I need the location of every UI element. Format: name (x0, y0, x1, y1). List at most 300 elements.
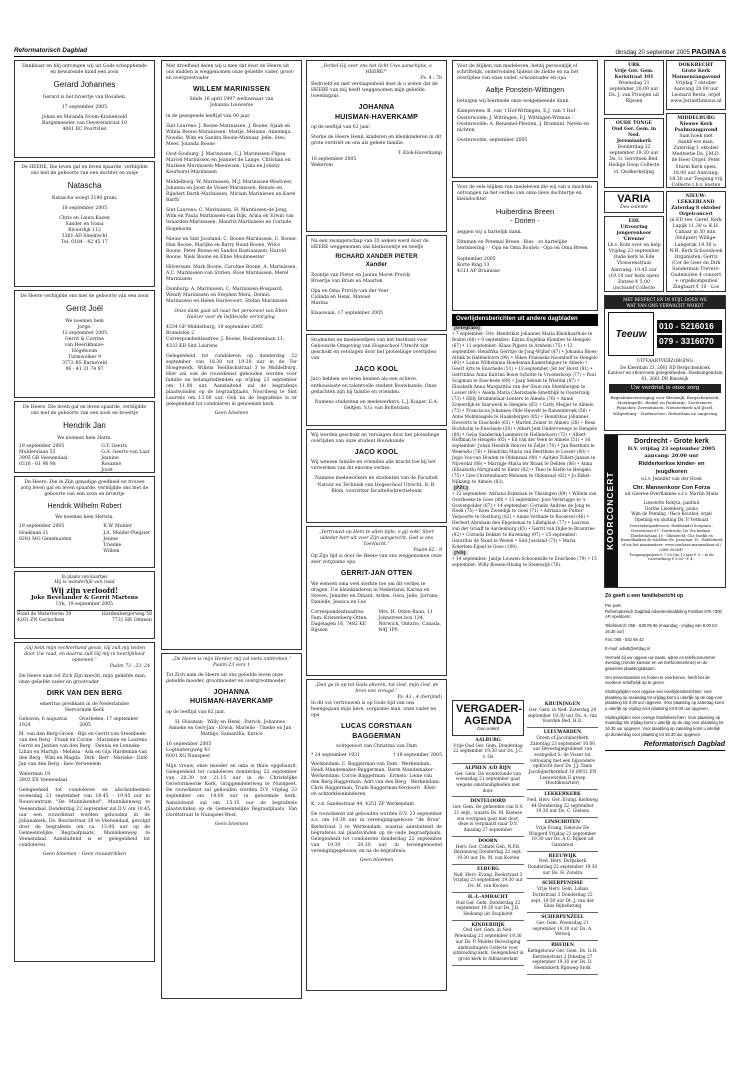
obituary-johanna-twin (306, 60, 447, 232)
parent-name: J.A. Mulder-Pleijzier (103, 530, 150, 536)
family-line: Opa en Oma Provily-van der Veer (311, 289, 389, 295)
agenda-item (452, 837, 524, 865)
submission-text: Om misverstanden en fouten te voorkomen, heeft het de voorkeur schriftelijk op te geven. (605, 674, 710, 686)
ad-koorconcert (604, 434, 726, 588)
agenda-item-details: Oud Ger. Gem. Donderdag 22 september 19.30 uur Ds. J.D. Heikamp uit Staphorst (455, 900, 521, 917)
agenda-header (452, 700, 524, 736)
deceased-age: op de leeftijd van 62 jaar. (166, 709, 226, 715)
submission-phone: Telefonisch: 055 - 539 06 66 (maandag - vrijdag van 8.00 tot 16.30 uur) (605, 623, 717, 634)
varia-title: VARIA (617, 193, 651, 205)
family-group: Domburg: A. Marinissen, C. Marinissen-Bosgaard, Wendy Marinissen en Stephen Mera, Dennis Marinissen en Helen Harzevoort, Stefan Marinissen (166, 287, 288, 305)
submission-text: Vermeld bij uw opgave uw naam, adres en telefoonnummer overdag (zonder kantoor en uw telefoonnummer) en de gewenste plaatsingsdatum. (605, 654, 716, 672)
deceased-name: JOHANNA (358, 104, 395, 112)
parent-name: G.A. Geerts-van Laar (101, 449, 150, 455)
family-line: Marina (311, 301, 328, 307)
address-line: K. v.d. Sandestraat 44, 4251 ZP Werkendam (311, 802, 414, 808)
notice-middelburg (666, 113, 726, 188)
family-list: Kampeveen: B. van 't Hof-Wittingen, E.J. van 't Hof · Oosterwolde: J. Wittingen, F.J. Wittingen-Witman · Oosterwolde: A. Benzenel-Pleuten, J. Brunninl, Neven en nichten (457, 109, 590, 133)
phone-line: 06 - 41 31 74 87 (65, 367, 104, 373)
child-name: Gerrit Joël (66, 304, 103, 314)
notice-title: URK (628, 63, 640, 68)
obituary-quote: „De Heere is mijn Herder, mij zal niets ontbreken.“ (171, 657, 292, 662)
agenda-item (452, 921, 524, 966)
address-line: 6001 XG Nunspeet (166, 754, 211, 760)
submission-text: Sluitingstijden voor overige familieberichten: Voor plaatsing op maandag tim vrijdag komt u uiterlijk op de dag voor plaatsing tot 16.30 uur opgeven. Voor plaatsing op zaterdag komt u uiterlijk op donderdag voor plaatsing tot 16.30 uur opgeven. (605, 714, 724, 737)
agenda-list-2 (527, 700, 598, 975)
source-tag: [telegrafo] (454, 325, 480, 331)
address-line: Rivierdijk 112 (68, 227, 101, 233)
deceased-name: WILLEM MARINISSEN (193, 86, 270, 94)
ad-subtitle: UITVAARTVERZORGING (637, 359, 693, 365)
deceased-name: JACO KOOL (354, 366, 399, 374)
page-label: PAGINA (691, 47, 721, 56)
agenda-item-place: ALPHEN A/D RIJN (464, 765, 512, 771)
page-number: 6 (721, 47, 726, 56)
notice-title: MIDDELBURG (677, 116, 715, 121)
obituary-list: • 7 september: Drs. Hendrikus Johannes Maria Kleinhaarhuis te Boxtel (66) • 9 september: Elzina Engelina Klomber te Hengelo (67) • 11 september: Klaas Pijpers te Arnhem (75) • 12 september: Hendrika Gerritje de Jong-Wijhof (87) • Johanna Bloes-Altink te Hellendoorn (90) • Nikes Fransiska Hoomboff te Hengelo (60) • Lanus Wilhelmina Hoedeman-Kamerlinguer te Almelo • Geert Arts te Enschede (51) • 13 september: Jet ter Horst (81) • Gerritdina Anna Katrina Bouw-Schutte te Vroomshoop (77) • Paul Scapman te Enschede (69) • Jaap Sekum te Wierdal (87) • Elisabeth Anna Margaritha van der Sluis-van Steenbergen te Losser (69) • Aleida Maria Cheristaide-Smetthijk te Oosterzalg (73) • Hilly Brummelaar-Lenters te Almelo (76) • Annie Zomerdijk-te Vaarwerk te Hengelo (65) • Carly Meijjer te Almelo (73) • Franciscus Johannes Olde Heuvelt te Ransenbroek (56) • Anne Mohlimagele te Haaksbergen (85) • Hendrikus Johannes Hoeverts te Enschede (65) • Marten Zomer te Almelo (28) • Rens Bockholm te Enschede (50) • Albert Jent Ondervweegs te Hengelo (68) • Geija Sanderink-Lammers te Hellendoorn (72) • Albert Hoffman te Hengelo (65) • Ed van der Veen te Almelo (51) • 16 september: Johan Hendrik Reuver te Zeljst (70) • Jan Boerkatz te Weerselo (76) • Hendrika Maria van Beerthem te Losser (80) • Jopje Vos-van Houten te Oldenzaal (90) • Aaltjen Tollert-Jansen te Nijverdal (88) • Marrigje Maria ter Braak te Delden (86) • Anna (Elisabeth) Nirtgraafd te Enter (82) • Theo te Kiefte te Hengelo (75) • Lies Christenhaurt-Melanen te Oldenzaal (62) • Jo Ekkel-Nijkamp te Almelo (83). (452, 331, 598, 485)
obituary-footer: Geen bloemen – Geen rouwstrikken (42, 851, 127, 857)
obituary-body: Sterke de Heere Henk, kinderen en kleinkinderen in dit grote verdriet en ons als gehele familie. (311, 134, 442, 146)
brand-name: Teeuw (615, 328, 647, 340)
obituary-intro: Bedroefd en met verslagenheid doet ik u weten dat de HEERE van mij heeft weggenomen mijn geliefde tweelingzus (311, 82, 438, 100)
parent-name: G.T. Geerts (101, 443, 128, 449)
phone-number: 079 - 3316070 (657, 335, 722, 348)
address-block (19, 444, 68, 473)
address-line: Sander en Ivana (65, 221, 104, 227)
submission-fax: Fax: 055 - 542 68 42 (605, 637, 644, 643)
thanks-intro-2: betuigen wij hiermede onze welgemeende dank. (457, 99, 570, 105)
sibling-name: Rosanne (101, 461, 122, 467)
family-list: H. Huisman · Willy en Henk · Patrick, Johannes · Anneke en Gert-Jan · Erwin, Marielle · Tineke en Jan · Mathijs, Samantha, Enrico (168, 719, 295, 737)
agenda-item-details: Vrije Evang. Gebouw De Wingerd Vrijdag 23 september 19.30 uur Ds. A.C. Rijken uit Ganzerest (528, 825, 597, 848)
deceased-name: LUCAS CORSTIAAN (341, 723, 412, 731)
source-tag: [ND] (454, 550, 466, 556)
agenda-item-place: RHEDEN (551, 943, 574, 949)
obituary-ref: Psalm 73 : 23, 24 (109, 664, 150, 670)
notice-subtitle: Uitvoering jongerenkoor 'Cirenne' (616, 225, 652, 243)
child-name: Gerard Johannes (53, 80, 116, 90)
notice-details: Donderdag 22 september 19.30 uur Ds. G. Gerritsen Bed. Heilige Doop Collecte vt. Oudkerkelijng (608, 145, 660, 175)
obituary-footer: Geen bloemen (359, 857, 394, 863)
agenda-item-place: SCHERPENISSE (541, 881, 584, 887)
announcement-sub: We noemen hem Herwin. (55, 515, 114, 521)
address-line: van Heerikhuize- (64, 342, 105, 348)
section-title: Overlijdensberichten uit andere dagbladen (452, 314, 598, 326)
deceased-name: Aaltje Ponstein-Wittingen (485, 87, 565, 95)
column-1 (14, 60, 155, 965)
concert-conductor: uit Goeree-Overflakkee o.l.v. Martin Mans (624, 492, 719, 498)
agenda-item-details: Ger. Gem. De gemeente van D.V. 21 sept., waarin Ds. M. Kieteze zou voorgaan gaat niet door, deze is verplaatst naar D.V. dinsdag 27 september (452, 805, 524, 834)
notice-subtitle: Oud Ger. Gem. in Ned. (611, 127, 657, 139)
obituaries-other-papers (452, 314, 598, 697)
sibling-name: Willem (103, 548, 120, 554)
address-line: Hoeklaan 21 (19, 530, 49, 536)
agenda-item (527, 728, 598, 790)
address-line: 4061 EC Poortvliet (62, 126, 107, 132)
agenda-item (452, 764, 524, 798)
notice-subtitle: Vrije Ger. Gem. (614, 69, 654, 75)
announcement-date: 19 september 2005 (19, 524, 65, 530)
newspaper-name: Reformatorisch Dagblad (14, 47, 88, 54)
concert-performer: Lieselotte Rokyta, panfluit (643, 499, 700, 505)
agenda-item (527, 700, 598, 728)
issue-date: dinsdag 20 september 2005 (615, 50, 690, 56)
parents-block (103, 524, 150, 554)
notice-title: DOKKRECHT (678, 63, 714, 68)
announcement-sub: We noemen hem (65, 318, 104, 324)
sibling-name: Jeanine (101, 455, 119, 461)
source-tag: [PZC] (454, 485, 468, 491)
family-list: M. van den Berg-Groen · Rijs en Gerrit van Steenbeek-van den Berg · Frank en Corine · Marianne en Laurens · Gerrit en Jantien van den Berg · Dennis en Lenneke · Lilian en Martijn · Melissa · Ada en Gijs Hardeman-van den Berg · Wim en Magda · Dirk · Bert · Marieke · Dirk-Jan van den Berg · Ineo Verweelem (19, 731, 150, 768)
notice-subtitle: Mannenzangavond (671, 75, 721, 81)
newspaper-logo: Reformatorisch Dagblad (605, 740, 725, 750)
address-line: Waterman 19 (19, 772, 51, 778)
notice-urk (604, 60, 664, 115)
ticket-sales: Voorverkoopadressen: Boekhandel Scriptura - Vriesestraat 67 - Dordrecht; De Vos boekan - Thorbeckelaan 15 - Sliedrecht; Chr. boekh en Hasselbanken de Saddeur Ev. Jonselaar 10 - Ridderkerk of via het mannenkoor: www.conforza-mannenkoor.nl / 0388-502647 (620, 524, 723, 552)
concert-opening: Opening en sluiting Ds. P. Vermaat (634, 516, 709, 522)
obituary-quote: „Dan ga ik op tot Gods altaren, tot God, mijn God, de bron van vreugd.“ (314, 683, 439, 695)
agenda-item (452, 865, 524, 893)
notice-title: NIEUW-LEKKERLAND (677, 194, 715, 206)
agenda-item-details: Ger. Gem. De wondstunde van woensdag 21 september gaat wegens omstandigheden niet door. (454, 771, 522, 794)
obituary-intro: Na een zwangerschap van 35 weken werd door de HEERE weggenomen ons kleinzoontje en neefje (311, 239, 429, 251)
obituary-dirk-van-den-berg (14, 642, 155, 962)
phone-line: 0318 - 61 96 98 (19, 461, 56, 467)
birth-announcement-gerard (14, 60, 155, 158)
concert-location: Dordrecht - Grote kerk (634, 438, 709, 445)
concert-choir: Ridderkerkse kinder- en (638, 461, 705, 468)
announcement-intro: De Heere verblijdde ons met de geboorte van een zoon (20, 294, 149, 299)
phone-number: 010 - 5216016 (657, 320, 722, 333)
obituary-richard-xander (306, 235, 447, 331)
parents-block (101, 444, 150, 473)
column-5 (604, 60, 726, 841)
agenda-item-place: ELBURG (477, 866, 499, 872)
birth-announcement-natascha (14, 161, 155, 287)
ad-teeuw-uitvaart (604, 295, 726, 431)
obituary-intro: Op Zijn tijd is door de Heere van ons weggenomen onze zeer zorgzame opa (311, 554, 442, 566)
birth-date: * 24 september 1931 (311, 752, 361, 758)
submission-text: Sluitingstijden voor opgave van overlijdensberichten: voor plaatsing op maandag tot vrijdag komt u uiterlijk op de dag voor plaatsing tot 9.30 uur opgeven. Voor plaatsing op zaterdag komt u uiterlijk op vrijdag voor plaatsing tot 9.00 uur opgeven. (605, 689, 724, 712)
address-line: Correspondentieadres: J. Boone, Bonhezenlaan 11, 4333 KB Sint Laurens (166, 337, 285, 349)
submission-email[interactable]: E-mail: advdt@refdag.nl (605, 646, 650, 652)
agenda-item (527, 790, 598, 818)
obituary-intro: De Heere nam tot Zich Zijn knecht, mijn geliefde man, onze geliefde vader en grootvader (19, 674, 147, 686)
column-4 (452, 60, 598, 975)
obituary-gerrit-jan-otten (306, 526, 447, 676)
notice-oude-tonge (604, 118, 664, 188)
child-name: Natascha (67, 181, 102, 191)
submission-info (604, 591, 726, 841)
correspondence-address-2: Mrs. H. Otten-Baan, 11 Johnstreet box 124, Norwich, Ontario, Canada, N4J 1P0 (378, 609, 442, 634)
engagement-top: In plaats van kaartjes (61, 574, 108, 579)
address-line: 8281 MG Genemuiden (19, 536, 72, 542)
obituary-footer: Geen bloemen (214, 821, 249, 827)
thanks-aaltje-ponstein (452, 60, 598, 178)
obituary-willem-marinissen (161, 60, 302, 650)
column-3 (306, 60, 447, 994)
deceased-wife: Johanna Louwerse (209, 103, 254, 109)
death-date: † 18 september 2005 (392, 752, 442, 758)
notice-subtitle: Orgelconcert (679, 212, 713, 218)
agenda-item-place: KINDERDIJK (471, 922, 505, 928)
agenda-title: VERGADER- (456, 703, 523, 715)
submission-address: Reformatorisch Dagblad Advertentieafdeling Postbus 670 7300 AP Apeldoorn (605, 608, 722, 620)
thanks-huiberdina-breen (452, 181, 598, 311)
obituary-ref: Ps. 4 : 7b (420, 76, 442, 82)
phone-line: Tel. 0184 - 42 45 17 (61, 240, 108, 246)
concert-choir: jeugdkoren (655, 469, 688, 476)
submission-title: Zó geeft u een familiebericht op (605, 593, 684, 599)
ad-banner (605, 296, 725, 309)
announcement-intro: De HEERE, Die leven gaf en leven spaarde, verblijdde ons met de geboorte van een dochter en zusje (21, 165, 148, 177)
family-group: Oost-Souburg: J. Marinissen, C.J. Marinissen-Flipse, Marcel Marinissen en Jeannet de Lange, Christian en Marleen Marinissen-Meeuwsen, Lydia en Johnny Keurhorst-Marinissen (166, 151, 291, 176)
obituary-intro: Wij werden geschokt en verslagen door het plotselinge overlijden van onze student Bouwkunde (311, 433, 440, 445)
obituary-footer: Geen bloemen (214, 411, 249, 417)
deceased-name: DIRK VAN DEN BERG (46, 690, 123, 698)
deceased-name: GERRIT-JAN OTTEN (340, 570, 413, 578)
submission-text: Per post: (605, 603, 622, 609)
notice-dokkrecht (666, 60, 726, 110)
family-list: Werkendam: C. Baggerman-van Dam · Werkendam: Heidi Mandemaker-Baggerman, Harm Mandemaker · Werkendam: Corrie Baggerman · Ermelo: Lenie van den Berg-Baggerman, Adri van den Berg · Werkendam: Chris Baggerman, Trude Baggerman-Verdoorn · Kleir- en achterkleinkinderen (311, 761, 440, 798)
obituary-quote: „Vertrouwt op Hem te allen tijde, o gij volk! Stort uideder hart uit voor Zijn aangezicht, God is ons Toevlucht.“ (318, 530, 435, 548)
thanks-note: Onze dank gaat uit naar het personeel van Eben-Haëzer voor de liefdevolle verzorging. (174, 309, 289, 321)
varia-subtitle: Deo volente (620, 205, 648, 210)
obituary-list: • 14 september: Jantje Louwen-Schoonwille te Enschede (79) • 15 september: Willy Bossen-Ittsing te Steenwijk (76). (452, 556, 597, 568)
address-line: Hogeboom (71, 348, 98, 354)
funeral-details: Gelegenheid tot condoleren op donderdag 22 september van 18.30 tot 19.30 uur in de Ter Hoogewerk, Willem Teellinckstraat 3 te Middelburg. Hier zal ook de rouwdienst gehouden worden voor familie en belangstellenden op vrijdag 23 september om 11.00 uur. Aansluitend zal de begrafenis plaatsvinden op de begraafplaats, Noordweg te Sint Laurens om 13.00 uur. Ook na de begrafenis is er gelegenheid tot condoleren in genoemde kerk. (166, 353, 297, 408)
sibling-name: Jenine (103, 536, 118, 542)
sibling-name: Joost (101, 467, 113, 473)
agenda-item-details: Herv. Ger. Comité Geb. N.P.B. Bezinnweg Donderdag 22 sept. 19.30 uur Ds. M. van Kooten (453, 844, 523, 861)
signature: Namens studenten en medewerkers, L.J. Kuiper, E.A. Oeltjen, S.G. van Botterdam (314, 399, 439, 411)
notice-subtitle: Nieuwe Kerk (679, 122, 713, 128)
obituary-ref: Ps. 43 : 4 (berijmd) (397, 695, 442, 701)
deceased-surname: HUISMAN-HAVERKAMP (190, 698, 273, 706)
agenda-item (452, 797, 524, 836)
deceased-surname: BAGGERMAN (352, 732, 401, 740)
address-line: Logtenbergweg 43 (166, 748, 210, 754)
obituary-ref: Psalm 23 vers 1 (213, 663, 250, 669)
notice-title: OUDE TONGE (615, 121, 653, 126)
concert-choir: Chr. Mannenkoor Con Forza (632, 484, 711, 491)
date-page (615, 47, 726, 58)
deceased-since: Sinds 16 april 1997 weduwnaar van (189, 97, 274, 103)
thanks-intro-2: zeggen wij u hartelijk dank. (457, 230, 522, 236)
announcement-sub: We noemen hem Harm. (57, 435, 112, 441)
obituary-jaco-kool-1 (306, 334, 447, 426)
agenda-item (452, 893, 524, 921)
agenda-title: AGENDA (464, 714, 512, 727)
concert-time: aanvang: 20.00 uur (644, 452, 699, 459)
obituary-intro: Tot Zich nam de Heere uit ons geliefde leven onze geliefde moeder, grootmoeder en overgrootmoeder (166, 673, 286, 685)
announcement-intro: De Heere, Die leven gaf en leven spaarde, verblijdde ons met de geboorte van een zoon en broertje (22, 405, 147, 417)
obituary-intro: Met droefheid delen wij u mee dat door de Heere uit ons midden is weggenomen onze geliefde vader, groot- en overgrootvader (166, 64, 295, 82)
agenda-item (527, 852, 598, 880)
address-line: Gerrit & Corrine (65, 336, 104, 342)
ad-address: De Kleerdam 23, 2661 RD Bergschenhoek (620, 364, 710, 370)
agenda-item (527, 913, 598, 941)
concert-conductor: o.l.v. Jennifer van der Hoek (641, 476, 702, 482)
notice-ede (604, 216, 664, 292)
deceased-role: emeritus predikant in de Nederlandse (40, 701, 129, 707)
obituary-jaco-kool-2 (306, 429, 447, 523)
address-line: Chris en Laura Kazen (59, 215, 110, 221)
address-line: 3905 GB Veenendaal (19, 455, 68, 461)
deceased-age: op de leeftijd van 62 jaar. (311, 124, 371, 130)
address-line: 3361 AD Sliedrecht (61, 233, 108, 239)
address-line: 16 september 2005 (166, 741, 212, 747)
agenda-item-place: DINTELOORD (470, 799, 506, 805)
obituary-quote: „Gij hebt mijn rechterhand gevat; Gij zult mij leiden door Uw raad, en daarna zult Gij mij in heerlijkheid opnemen.“ (23, 646, 146, 664)
thanks-intro: Voor de vele blijken van medeleven die wij van u mochten ontvangen na het verlies van onze lieve dochtertje en kleindochter (457, 185, 593, 203)
agenda-item-details: Ned. Herv. Evang. Boekstraat 3 Vrijdag 23 september 19.30 uur Ds. M. van Kooten (453, 872, 523, 889)
ad-tagline: WAT VAN ONS VERWACHT WORDT (626, 302, 704, 308)
family-group: Hilversum: Mark Boone, Caroline Boone, A. Marinissen, A.C. Marinissen-van Stirien, Rose Marinissen, Merel Marinissen (166, 264, 297, 282)
birth-announcement-hendrik-jan (14, 401, 155, 473)
death-date: Overleden, 17 september 2005 (79, 716, 139, 728)
ad-address: Kantoor en showroom gelegenheden: Hoeksingendam 61, 2661 DR Bleiswijk (607, 370, 723, 381)
obituary-johanna-huisman-family (161, 653, 302, 999)
obituary-body: Jaco hebben we leren kennen als een actieve, enthousiaste en talentvolle student Bouwkunde. Onze gedachten zijn bij familie en vrienden. (311, 377, 437, 395)
agenda-item-details: Vrije Oud Ger. Gem. Donderdag 22 september 19.30 uur Ds. J.C. v. Os (453, 743, 523, 761)
obituary-ref: Psalm 62 : 9 (413, 548, 442, 554)
concert-date: D.V. vrijdag 23 september 2005 (627, 446, 716, 453)
agenda-item-details: Ned. Herv. Dorpskerk Donderdag 22 september 19.30 uur Ds. H. Zondra (527, 859, 598, 876)
child-name: Hendrik Wilhelm Robert (47, 503, 122, 511)
ad-cta: Uw verdriet is onze zorg (609, 384, 721, 393)
notice-details: Vrijdag 7 oktober Aanvang 20.00 uur Leonard Besta, orgel www.Jerinethmisua.nl (670, 81, 722, 105)
birth-announcement-hendrik-wilhelm (14, 476, 155, 568)
agenda-item-place: SCHERPENZEEL (541, 915, 584, 921)
ticket-price: Toegangsprijzen € 7,50 t/m 12 jaar € 5,-; in de voorverkoop € 6,50 / € 4,- (629, 552, 714, 562)
notice-nieuw-lekkerland (666, 191, 726, 292)
notice-subtitle: Grote Kerk (681, 69, 711, 75)
obituary-intro: In dit vol vertrouwen is op Gods tijd van ons heengegaan mijn lieve, zorgzame man, onze vader en opa (311, 701, 437, 719)
address-line: Korte Ring 13 (457, 262, 490, 268)
family-group: Sint Laurens: J. Boone-Marinissen, J. Boone, Sjaak en Wilma Boone-Maranissen, Marije, Melanie, Annemija, Noudie, Wim en Sandra Boone-Minnaar, Jelle, Stes, Mees, Jolanda Boone (166, 123, 292, 147)
obituary-list: • 12 september: Adriana Eshkman te Vlissingen (89) • Willem van Overbeeke te Goes (88) • 13 september: Joos Verbrugge te 's-Gravenpolder (67) • 14 september: Cornelis Andries de Jong te Hoek (75) • Kees Zweedijk te Goes (71) • Adriana de Putter-Verpoorte te Oostburg (82) • Annie Verlinde te Roosevel (46) • Herbert Abraham den Engelsman te Lillehplaat (77) • Laurens van der Graaff te Aardenburg (65) • Gerrit van Dijke te Braintree (92) • Cornelis Dekker te Ravendag (97) • 15 september: Gerardus de Naud te Wezen • Sint Jossland (73) • Maria Koterlem-Eijnel te Goes (100). (452, 491, 597, 551)
deceased-nickname: - Dorien - (510, 218, 540, 226)
address-line: Burgemeester van Oeverenstraat 10 (41, 120, 127, 126)
teeuw-logo (608, 312, 654, 356)
ad-tagline: MET RESPECT EN IN STIJL DOEN WE (623, 297, 707, 302)
address-line: Rond de Watertoren 39 (17, 612, 72, 618)
announcement-date: 18 september 2005 (61, 205, 108, 211)
family-group: Sint Laurens: C. Marinissen, H. Marinissen-de Jong, Wim en Paula Marinissen-van Dijk, Arina en Erwin van Iwaarden-Marinissen, Maurits Marinissen en Corinde Hogeboom (166, 208, 294, 232)
address-line: 7731 HE Ommen (111, 618, 152, 624)
obituary-intro: Studenten en medewerkers van het Instituut voor Gebouwde Omgeving van Hogeschool Utrecht zijn geschokt en verslagen door het plotselinge overlijden van (311, 338, 437, 362)
agenda-item-details: Oud Ger. Gem. in Ned. Woensdag 21 september 19.30 uur Ds. P. Mulder Bevestiging ambtsdragers Collecte voor uitbreiding kerk. Gelegenheid in grote kerk te Alblasserdam (452, 928, 524, 962)
birth-date: Geboren, 6 augustus 1924 (19, 716, 68, 728)
agenda-item-place: LEEUWARDEN (543, 729, 582, 735)
deceased-name: RICHARD XANDER PIETER (335, 254, 418, 261)
family-line: Broertje van Bram en Maarten (311, 279, 383, 284)
parent-name: R.W. Mulder (103, 524, 133, 530)
notice-subtitle: Zaterdag 8 oktober (671, 206, 721, 212)
obituary-lucas-baggerman (306, 679, 447, 991)
signature: T. Klok-Haverkamp (397, 151, 442, 157)
ad-footer: Begrafenisverzorging voor Bleiswijk, Bergschenhoek, Moerkapelle, Berkel en Rodenrijs, Zoetermeer, Pijnacker, Zevenhuizen, Nieuwerkerk a/d IJssel, Wilgenburg - Zuiderschee, Rotterdam en omgeving (610, 394, 720, 416)
thanks-intro: Voor de blijken van medeleven, hetzij persoonlijk of schriftelijk, ondervonden tijdens de ziekte en na het overlijden van onze vader, schoonvader en opa (457, 64, 579, 82)
address-line: Hardenbergerweg 50 (101, 612, 152, 618)
child-name: Hendrik Jan (63, 421, 106, 431)
ad-side-label: KOORCONCERT (605, 435, 618, 587)
notice-details: in ED ree. Geref. Kerk Lapijk 11.30 u. K.H. Cabaar in 30 min. (Hulpzer) Willige-Langerak 19.30 u. N.H. Kerk Schoonhoek Organisten: Gerrit (Cor de Geer en Dirk Sanderman Trevero-Oudemolen 4 concert + orgelkompsities Zingtaart € 10 - Los (669, 218, 723, 290)
obituary-place: Wekerom (311, 163, 333, 169)
agenda-item (527, 941, 598, 975)
thanks-date: Oosterwolde, september 2005 (457, 137, 528, 143)
deceased-age: in de gezegende leeftijd van 90 jaar. (166, 113, 251, 119)
engagement-title: Wij zijn verloofd! (50, 585, 119, 595)
deceased-surname: HUISMAN-HAVERKAMP (335, 113, 418, 121)
concert-performer: Dorine Lloemberg, piano (644, 505, 699, 511)
notice-details: Sam hoek met dankb'ere man, Zaterdag 1 oktober Medtsetie Ds. J.M.D. de Heer Orgel: Peter Sturm Kerk open: 18.00 uur Aanvang: 18.30 uur Toegang vrij Collecte t.b.v. kosten (669, 134, 723, 188)
obituary-quote: „Verbel Gij over ons het licht Uws aanschijns, o HEERE!“ (321, 64, 432, 76)
deceased-role: Hervormde Kerk (65, 707, 104, 713)
agenda-item-details: Kerkgebouw Ger. Gem. Ds. G.H. Kerstenstraat 2 Dinsdag 27 september 19.30 uur Ds. D. Heemskerk Rijnweg-Stolk (527, 948, 598, 971)
obituary-date: 18 september 2005 (311, 157, 357, 163)
agenda-item-details: Groen of Jacobijnerkerk Zaterdag 23 september 10.00 uur Bevestigingsdienst van evangelist S. de Visser tot voltooiing met een bijzondere opdracht door Ds. J.J. Tanis Jacobijnerkerkhof 10 (8911 EN Leeuwarden E-groep Hoofdkwartier) (528, 735, 597, 787)
family-list: Dimmen en Petemel Breen · Ries - zo hartelijke herinnering - · Opa en Oma Bouten · Opa en Oma Breen (457, 240, 588, 252)
signature: Namens medewerkers en studenten van de Faculteit Natuur en Techniek van Hogeschool Utrecht, Ir. B. Blom, voorzitter faculteitsdirectieteam (315, 476, 438, 494)
agenda-item-place: KRUININGEN (544, 702, 581, 707)
address-line: Mulderslaan 53 (19, 449, 56, 455)
notice-title: EDE (628, 219, 640, 224)
agenda-list-1 (452, 736, 524, 966)
deceased-spouse: echtgenoot van Christina van Dam (336, 743, 417, 749)
deceased-nickname: Xander (365, 262, 388, 269)
family-line: Colinda en Henk, Manuel (311, 295, 371, 301)
family-group: Middelburg: W. Marinissen, M.J. Marinissen-Westveer, Johanna en Joost de Visser-Marinissen, Renate en Rijndert Barth-Marinissen, Miriam Marinissen en Karel Barth (166, 180, 296, 204)
announcement-sub: Jorge. (77, 324, 92, 330)
announcement-date: 19 september 2005 (19, 443, 65, 449)
agenda-item (527, 879, 598, 913)
obituary-date: Klaaswaal, 17 september 2005 (311, 311, 383, 317)
thanks-date: September 2005 (457, 256, 496, 262)
address-line: 4334 GP Middelburg, 19 september 2005 (166, 325, 263, 331)
address-line: 4311 AP Bruinisse (457, 268, 500, 274)
address-line: 2802 EX Veenendaal (19, 778, 68, 784)
deceased-name: JOHANNA (213, 689, 250, 697)
deceased-name: Huiberdina Breen (495, 207, 555, 217)
engagement-verse: Hij is wonderlijk van raad (54, 579, 115, 585)
sibling-name: Trienke (103, 542, 122, 548)
birth-announcement-gerrit-joel (14, 290, 155, 398)
notice-details: Lb.v. Kom over en help Vrijdag 23 september Oude kerk te Ede Vtouwenstraat Aanvang: 19.45 uur (19.10 uur kerk open) Entree € 5,00 (inclusief Collecte (607, 243, 661, 291)
notice-subtitle: Kerkstraat 101 (614, 75, 654, 81)
deceased-name: JACO KOOL (354, 449, 399, 457)
address-line: Brandslon 2 (166, 331, 195, 337)
column-2 (161, 60, 302, 1002)
obituary-body: We wensen oma veel sterkte toe om dit verlies te dragen. Uw kleinkinderen in Nederland: Karina en Steven, Jennifer en Dinant, Arden, Gera, Jelle, Jorrane, Danielle, Jessica en Les (311, 581, 439, 605)
announcement-intro: De Heere, Die in Zijn genadige goedheid en trouwe zorg leven gaf en leven spaarde, verblijdde ons met de geboorte van een zoon en broertje (20, 480, 149, 498)
agenda-item-details: Ger. Gem. Woensdag 21 september 19.30 uur Ds. A. Vernoij (532, 921, 593, 938)
address-line: Johan en Miranda Noom-Kranenveld (41, 114, 128, 120)
announcement-sub: Gerard is het broertje van Rosalien. (42, 94, 127, 100)
agenda-item-place: REEUWIJK (548, 853, 577, 859)
announcement-date: 17 september 2005 (61, 104, 108, 110)
correspondence-address: Correspondentieadres: Fam. Kristenberg-Otten, Dagelagen 16, 7482 KE Rijssen (311, 609, 368, 634)
varia-header (604, 191, 664, 213)
agenda-item (527, 818, 598, 852)
agenda-subtitle: Geo volent (477, 726, 499, 732)
address-block (19, 524, 71, 554)
announcement-intro: Dankbaar en blij ontvingen wij uit Gods schepphende en bewarende hand een zoon (22, 64, 147, 76)
engagement-announcement (14, 571, 155, 639)
agenda-item-place: H.-I.-AMBACHT (467, 894, 509, 900)
agenda-item-details: Ger. Gem. in Ned. Zaterdag 24 september 19.30 uur Ds. A. van Voorden Bed. H.D. (527, 707, 598, 725)
